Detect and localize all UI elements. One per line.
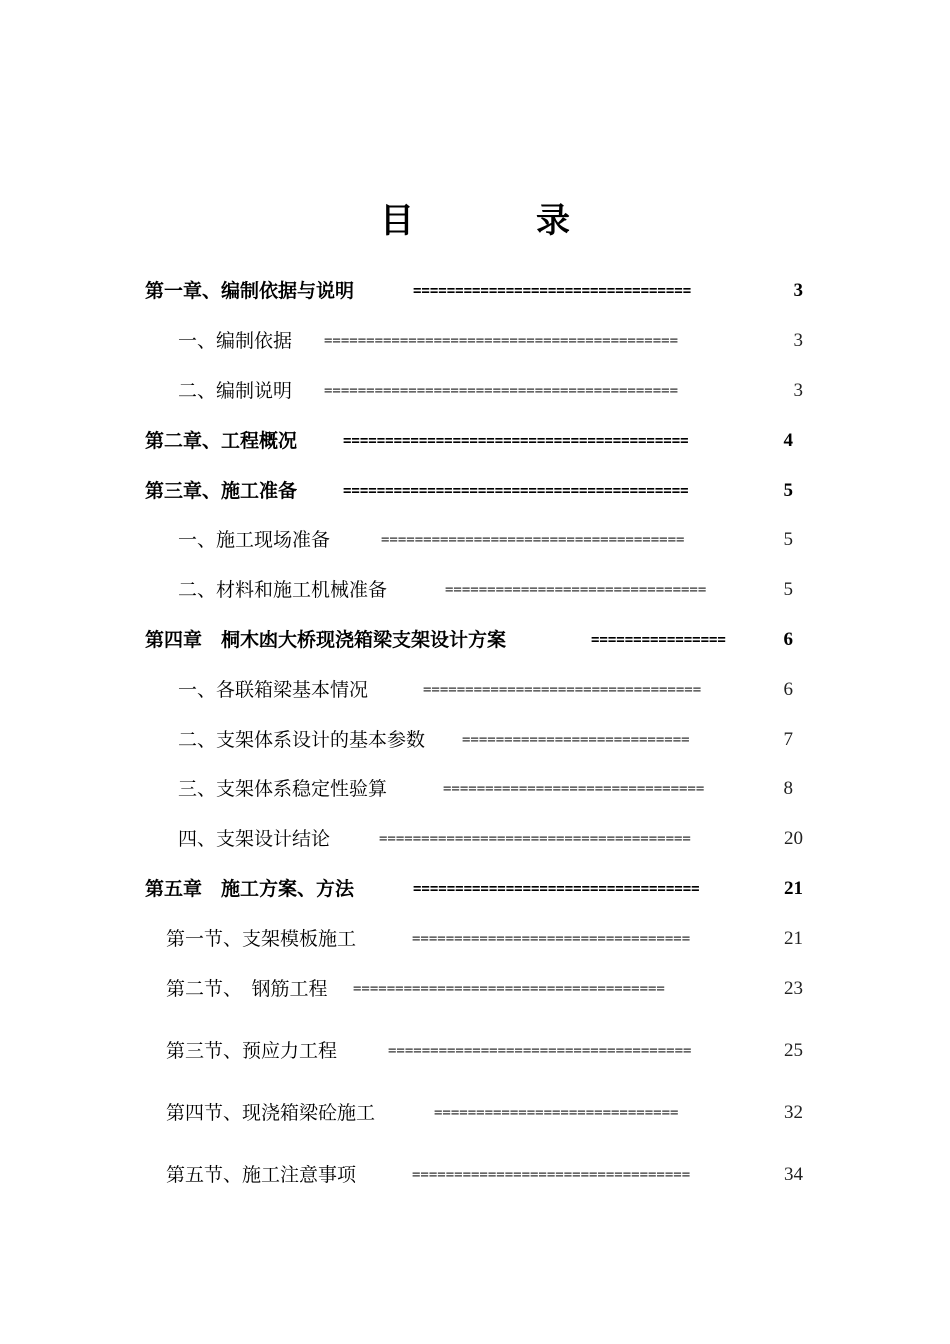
toc-entry-label: 四、支架设计结论 — [178, 828, 331, 850]
toc-leader-dots: ==================================== — [381, 532, 685, 548]
toc-entry-label: 二、材料和施工机械准备 — [178, 579, 388, 601]
toc-entry-label: 第二节、 钢筋工程 — [166, 978, 328, 1000]
toc-entry-label: 第二章、工程概况 — [145, 430, 298, 452]
toc-leader-dots: ================ — [591, 632, 726, 648]
toc-leader-dots: ========================================= — [343, 483, 689, 499]
toc-entry-chapter-5[interactable] — [145, 876, 803, 902]
toc-leader-dots: ================================== — [413, 881, 700, 897]
toc-page-number: 8 — [783, 778, 793, 799]
toc-leader-dots: =============================== — [443, 781, 705, 797]
toc-entry-section[interactable] — [178, 677, 793, 703]
toc-entry-label: 一、各联箱梁基本情况 — [178, 679, 369, 701]
toc-leader-dots: ================================= — [423, 682, 702, 698]
toc-page-number: 34 — [784, 1164, 803, 1185]
toc-entry-label: 二、支架体系设计的基本参数 — [178, 729, 426, 751]
toc-page-number: 21 — [784, 928, 803, 949]
toc-entry-label: 一、编制依据 — [178, 330, 293, 352]
toc-page-number: 32 — [784, 1102, 803, 1123]
toc-entry-chapter-2[interactable] — [145, 428, 793, 454]
toc-page-number: 5 — [783, 529, 793, 550]
toc-entry-section[interactable] — [166, 1038, 803, 1064]
toc-page-number: 3 — [793, 280, 803, 301]
toc-entry-chapter-1[interactable] — [145, 278, 803, 304]
toc-page-number: 3 — [793, 330, 803, 351]
toc-entry-section[interactable] — [178, 776, 793, 802]
toc-entry-label: 一、施工现场准备 — [178, 529, 331, 551]
toc-page-number: 21 — [784, 878, 803, 899]
toc-entry-chapter-3[interactable] — [145, 478, 793, 504]
toc-leader-dots: =============================== — [445, 582, 707, 598]
toc-leader-dots: ================================= — [413, 283, 692, 299]
toc-page-number: 23 — [784, 978, 803, 999]
toc-entry-label: 第三章、施工准备 — [145, 480, 298, 502]
toc-entry-section[interactable] — [178, 577, 793, 603]
toc-entry-section[interactable] — [166, 976, 803, 1002]
toc-leader-dots: ========================================= — [343, 433, 689, 449]
toc-leader-dots: ================================= — [412, 1167, 691, 1183]
toc-entry-label: 第三节、预应力工程 — [166, 1040, 338, 1062]
toc-entry-label: 第四章 桐木凼大桥现浇箱梁支架设计方案 — [145, 629, 507, 651]
toc-entry-section[interactable] — [178, 527, 793, 553]
toc-leader-dots: ============================= — [434, 1105, 679, 1121]
toc-leader-dots: ========================================== — [324, 333, 679, 349]
toc-page-number: 6 — [783, 679, 793, 700]
toc-leader-dots: ================================= — [412, 931, 691, 947]
toc-page-number: 7 — [783, 729, 793, 750]
toc-entry-label: 第一节、支架模板施工 — [166, 928, 357, 950]
toc-page-number: 25 — [784, 1040, 803, 1061]
toc-entry-section[interactable] — [178, 378, 803, 404]
toc-leader-dots: ===================================== — [379, 831, 691, 847]
toc-page-number: 4 — [783, 430, 793, 451]
toc-page-number: 6 — [783, 629, 793, 650]
toc-entry-section[interactable] — [178, 727, 793, 753]
toc-page-number: 3 — [793, 380, 803, 401]
toc-entry-label: 第一章、编制依据与说明 — [145, 280, 355, 302]
toc-entry-label: 第五节、施工注意事项 — [166, 1164, 357, 1186]
toc-entry-section[interactable] — [178, 328, 803, 354]
toc-leader-dots: ========================================== — [324, 383, 679, 399]
toc-entry-section[interactable] — [166, 1100, 803, 1126]
toc-leader-dots: ==================================== — [388, 1043, 692, 1059]
toc-entry-section[interactable] — [166, 926, 803, 952]
toc-entry-label: 第四节、现浇箱梁砼施工 — [166, 1102, 376, 1124]
toc-page-number: 20 — [784, 828, 803, 849]
toc-entry-section[interactable] — [166, 1162, 803, 1188]
toc-leader-dots: =========================== — [462, 732, 690, 748]
toc-entry-label: 二、编制说明 — [178, 380, 293, 402]
toc-entry-label: 第五章 施工方案、方法 — [145, 878, 355, 900]
toc-entry-section[interactable] — [178, 826, 803, 852]
toc-entry-label: 三、支架体系稳定性验算 — [178, 778, 388, 800]
toc-page-number: 5 — [783, 480, 793, 501]
toc-entry-chapter-4[interactable] — [145, 627, 793, 653]
toc-page-number: 5 — [783, 579, 793, 600]
toc-title: 目 录 — [380, 201, 614, 241]
toc-leader-dots: ===================================== — [353, 981, 665, 997]
